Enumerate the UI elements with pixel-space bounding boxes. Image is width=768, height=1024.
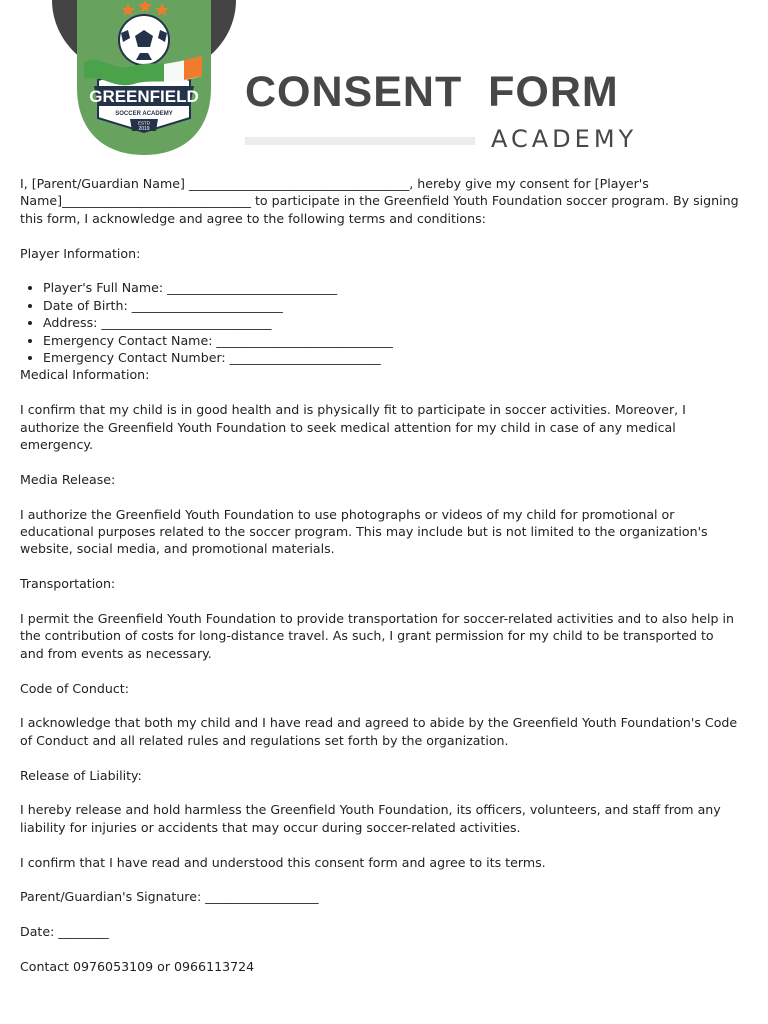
form-subtitle: ACADEMY (491, 125, 638, 153)
date-line: Date: ________ (20, 924, 109, 940)
consent-form-body (20, 175, 740, 975)
confirm-statement: I confirm that I have read and understood this consent form and agree to its terms. (20, 854, 546, 870)
player-info-heading: Player Information: (20, 245, 141, 261)
conduct-text: I acknowledge that both my child and I have read and agreed to abide by the Greenfield Youth Foundation's Code of Conduct and all related rules and regulations set forth by the organization. (20, 715, 738, 748)
liability-heading: Release of Liability: (20, 767, 142, 783)
list-item: • Address: ___________________________ (43, 314, 740, 331)
form-title: CONSENT FORM (245, 68, 619, 116)
logo-name-text: GREENFIELD (89, 87, 199, 106)
academy-logo (52, 0, 236, 160)
liability-text: I hereby release and hold harmless the Greenfield Youth Foundation, its officers, volunteers, and staff from any liability for injuries or accidents that may occur during soccer-related activities. (20, 802, 721, 835)
conduct-heading: Code of Conduct: (20, 680, 129, 696)
list-item: • Emergency Contact Name: ____________________________ (43, 332, 740, 349)
signature-line: Parent/Guardian's Signature: __________________ (20, 889, 319, 905)
medical-heading: Medical Information: (20, 367, 150, 383)
transport-text: I permit the Greenfield Youth Foundation to provide transportation for soccer-related activities and to also help in the contribution of costs for long-distance travel. As such, I grant permission for my child to be transported to and from events as necessary. (20, 611, 734, 661)
list-item: • Player's Full Name: ___________________________ (43, 279, 740, 296)
media-text: I authorize the Greenfield Youth Foundation to use photographs or videos of my child for promotional or educational purposes related to the soccer program. This may include but is not limited to the organization's website, social media, and promotional materials. (20, 506, 708, 557)
logo-est-text: ESTD (137, 120, 151, 126)
transport-heading: Transportation: (20, 576, 116, 592)
soccer-ball-icon (119, 15, 169, 65)
logo-year-text: 2019 (138, 126, 150, 132)
logo-academy-text: SOCCER ACADEMY (115, 111, 173, 117)
list-item: • Emergency Contact Number: ________________________ (43, 349, 740, 366)
title-underline-bar (245, 137, 475, 145)
intro-paragraph: I, [Parent/Guardian Name] ___________________________________, hereby give my consent for [Player's Name]______________________________ to participate in the Greenfield Youth Foundation soccer program. By signing this form, I acknowledge and agree to the following terms and conditions: (20, 176, 739, 226)
contact-line: Contact 0976053109 or 0966113724 (20, 959, 255, 975)
media-heading: Media Release: (20, 471, 116, 487)
player-info-list (20, 279, 740, 366)
medical-text: I confirm that my child is in good health and is physically fit to participate in soccer activities. Moreover, I authorize the Greenfield Youth Foundation to seek medical attention for my child in case of any medical emergency. (20, 402, 686, 453)
list-item: • Date of Birth: ________________________ (43, 297, 740, 314)
